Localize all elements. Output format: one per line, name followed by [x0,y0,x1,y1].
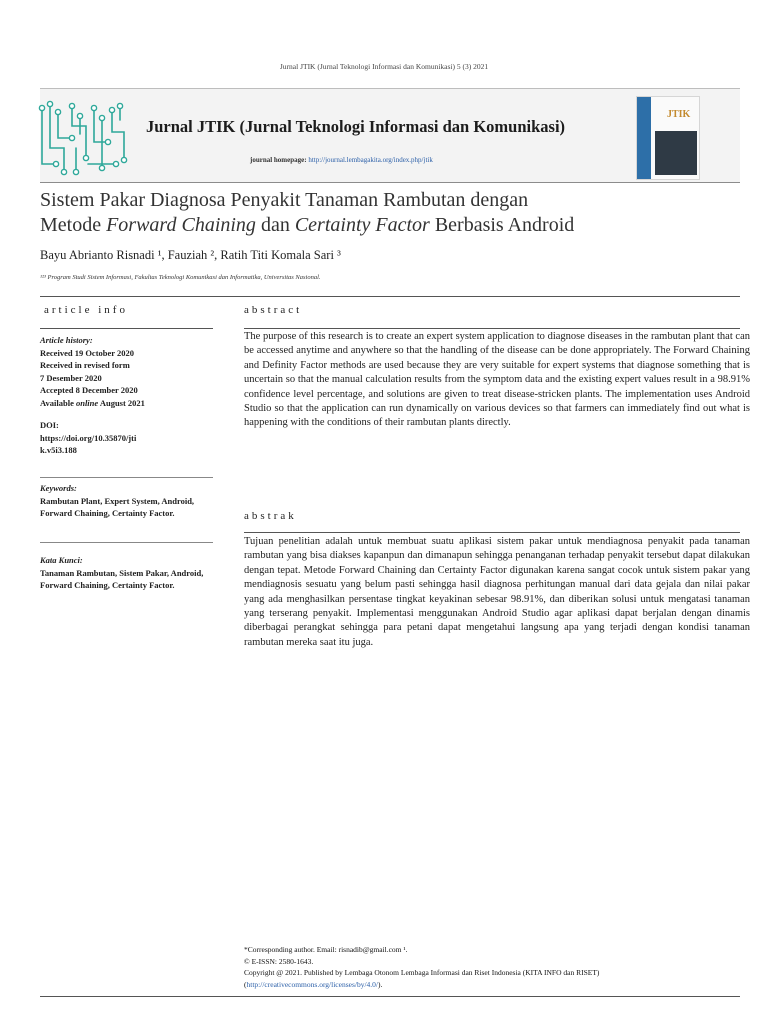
doi-label: DOI: [40,420,59,430]
doi-link-line-2[interactable]: k.v5i3.188 [40,445,77,455]
accepted-date: Accepted 8 December 2020 [40,385,138,395]
abstrak-text: Tujuan penelitian adalah untuk membuat suatu aplikasi sistem pakar untuk mendiagnosa penyakit pada tanaman rambutan yang bisa diakses kapanpun dan dimanapun sehingga penanganan terhadap penyakit tersebut dapat dilakukan dengan tepat. Metode Forward Chaining dan Certainty Factor digunakan karena sangat cocok untuk sistem pakar yang mendiagnosis sesuatu yang belum pasti sehingga hasil diagnosa perhitungan manual dari data gejala dan nilai pakar yang ada menghasilkan persentase tingkat keyakinan sebesar 98.91%, dan diberikan solusi untuk mengatasi tanaman yang terserang penyakit. Implementasi menggunakan Android Studio agar aplikasi dapat berjalan dengan dinamis diberbagai perangkat sehingga para petani dapat mengetahui langsung apa yang terjadi dengan kondisi tanaman rambutan mereka saat itu juga. [244,536,750,648]
article-info-heading: article info [44,304,128,316]
keywords-text: Rambutan Plant, Expert System, Android, Forward Chaining, Certainty Factor. [40,495,195,518]
history-divider [40,477,213,478]
title-method-certainty-factor: Certainty Factor [294,214,430,236]
license-line: (http://creativecommons.org/licenses/by/4.0/). [244,979,383,989]
revised-label: Received in revised form [40,360,130,370]
abstract-rule [244,328,740,329]
keywords-block [40,482,210,520]
history-label: Article history: [40,335,93,345]
abstract-text: The purpose of this research is to create an expert system application to diagnose diseases in the rambutan plant that can be accessed anytime and anywhere so that the handling of the disease can be done appropriately. The Forward Chaining and Definity Factor methods are used because they are very suitable for expert systems that diagnose something that is uncertain so that the manual calculation results from the symptom data and the existing expert values result in a 98.91% confidence level percentage, and solutions are given to treat disease-stricken plants. The implementation uses Android Studio so that the application can run dynamically on various devices so that farmers can immediately find out what is happening with the conditions of their rambutan plants directly. [244,331,750,429]
footnote [244,944,754,990]
keywords-label: Keywords: [40,483,77,493]
header-divider [40,296,740,297]
keywords-divider [40,542,213,543]
journal-cover-thumbnail [636,96,700,180]
cover-blue-band [637,97,651,179]
author-list: Bayu Abrianto Risnadi ¹, Fauziah ², Ratih Titi Komala Sari ³ [40,248,341,262]
cover-dark-block [655,131,697,175]
abstrak-rule [244,532,740,533]
available-date: Available online August 2021 [40,397,145,408]
kata-kunci-block [40,554,210,592]
journal-logo-circuit-icon [36,98,132,178]
issn: © E-ISSN: 2580-1643. [244,956,314,966]
abstract-heading: abstract [244,304,303,316]
title-method-forward-chaining: Forward Chaining [106,214,256,236]
kata-kunci-text: Tanaman Rambutan, Sistem Pakar, Android, Forward Chaining, Certainty Factor. [40,567,204,590]
copyright: Copyright @ 2021. Published by Lembaga Otonom Lembaga Informasi dan Riset Indonesia (KITA INFO dan RISET) [244,968,600,977]
article-history [40,334,210,457]
article-title [40,188,740,238]
corresponding-author: *Corresponding author. Email: risnadib@gmail.com ¹. [244,945,408,954]
cover-title: JTIK [667,109,691,120]
title-suffix: Berbasis Android [429,214,575,236]
homepage-label: journal homepage: [250,156,307,164]
kata-kunci-label: Kata Kunci: [40,555,83,565]
title-mid: dan [255,214,295,236]
journal-name: Jurnal JTIK (Jurnal Teknologi Informasi dan Komunikasi) [146,117,566,136]
received-date: Received 19 October 2020 [40,347,135,358]
footer-rule [40,996,740,997]
title-line-1: Sistem Pakar Diagnosa Penyakit Tanaman Rambutan dengan [40,189,529,211]
license-link[interactable]: http://creativecommons.org/licenses/by/4.0/ [246,979,379,989]
running-head: Jurnal JTIK (Jurnal Teknologi Informasi dan Komunikasi) 5 (3) 2021 [279,62,489,71]
abstrak-heading: abstrak [244,510,297,522]
title-prefix: Metode [40,214,107,236]
homepage-link[interactable]: http://journal.lembagakita.org/index.php/jtik [308,156,433,164]
banner-bottom-rule [40,182,740,183]
banner-top-rule [40,88,740,89]
revised-date: 7 Desember 2020 [40,372,102,383]
affiliation: ¹²³ Program Studi Sistem Informasi, Fakultas Teknologi Komunikasi dan Informatika, Universitas Nasional. [40,274,321,281]
article-info-rule [40,328,213,329]
journal-homepage [250,156,433,164]
doi-link-line-1[interactable]: https://doi.org/10.35870/jti [40,432,137,443]
